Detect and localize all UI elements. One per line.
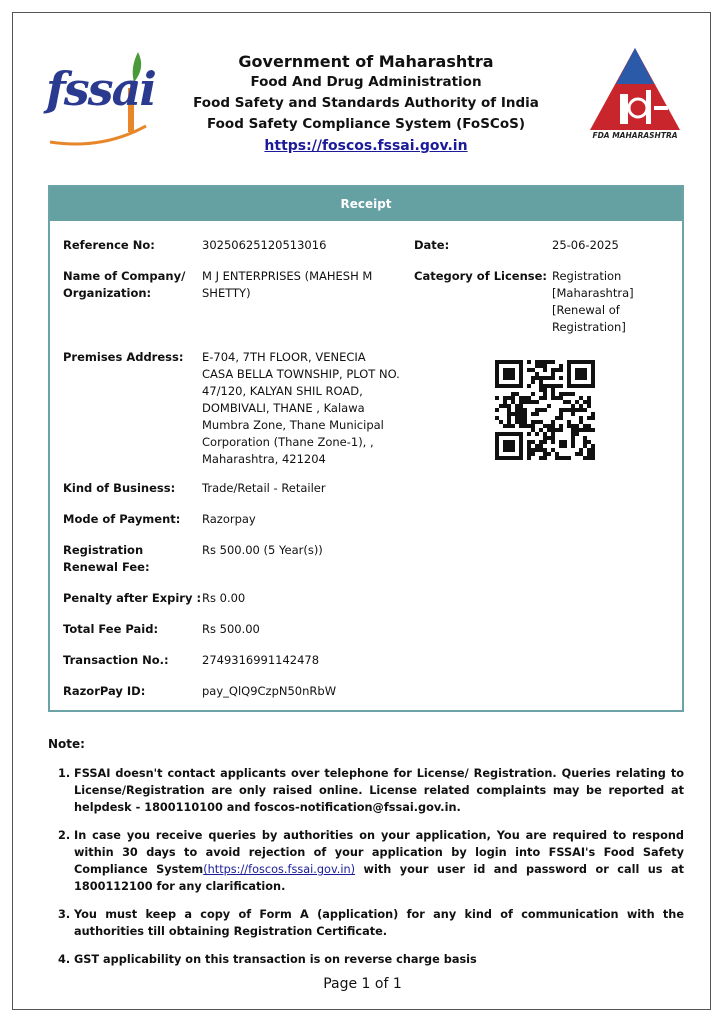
note-text: You must keep a copy of Form A (application) for any kind of communication with the authorities till obtaining Registration Certificate. xyxy=(74,908,684,938)
note-item xyxy=(58,827,684,895)
business-label: Kind of Business: xyxy=(63,481,176,495)
premises-value: E-704, 7TH FLOOR, VENECIA CASA BELLA TOWNSHIP, PLOT NO. 47/120, KALYAN SHIL ROAD, DOMBIVALI, THANE , Kalawa Mumbra Zone, Thane Municipal Corporation (Thane Zone-1), , Maharashtra, 421204 xyxy=(202,350,400,466)
note-number: 2. xyxy=(58,829,71,842)
note-item xyxy=(58,951,684,968)
razorpay-label: RazorPay ID: xyxy=(63,684,146,698)
business-value: Trade/Retail - Retailer xyxy=(202,481,326,495)
foscos-link[interactable]: (https://foscos.fssai.gov.in) xyxy=(203,863,356,876)
category-value: Registration [Maharashtra] [Renewal of Registration] xyxy=(552,269,634,334)
payment-value: Razorpay xyxy=(202,512,256,526)
total-label: Total Fee Paid: xyxy=(63,622,159,636)
note-item xyxy=(58,765,684,816)
document-header xyxy=(150,51,582,157)
penalty-value: Rs 0.00 xyxy=(202,591,246,605)
page-number: Page 1 of 1 xyxy=(323,976,402,992)
note-number: 3. xyxy=(58,908,71,921)
reference-label: Reference No: xyxy=(63,238,155,252)
fee-value: Rs 500.00 (5 Year(s)) xyxy=(202,543,323,557)
fda-maharashtra-logo xyxy=(588,46,682,144)
header-fssai: Food Safety and Standards Authority of India xyxy=(193,95,539,111)
reference-value: 30250625120513016 xyxy=(202,238,327,252)
note-number: 4. xyxy=(58,953,71,966)
date-value: 25-06-2025 xyxy=(552,238,619,252)
qr-code xyxy=(495,360,595,460)
penalty-label: Penalty after Expiry : xyxy=(63,591,202,605)
note-text: GST applicability on this transaction is on reverse charge basis xyxy=(74,953,477,966)
fda-caption: FDA MAHARASHTRA xyxy=(592,131,678,140)
receipt-title: Receipt xyxy=(50,187,682,221)
razorpay-value: pay_QlQ9CzpN50nRbW xyxy=(202,684,337,698)
note-item xyxy=(58,906,684,940)
note-text: In case you receive queries by authorities on your application, You are required to respond within 30 days to avoid rejection of your application by login into FSSAI's Food Safety Compliance System xyxy=(74,829,684,876)
fee-label: Registration Renewal Fee: xyxy=(63,543,150,574)
header-fda: Food And Drug Administration xyxy=(250,74,482,90)
transaction-label: Transaction No.: xyxy=(63,653,169,667)
note-text: with your user id and password or call us at 1800112100 for any clarification. xyxy=(74,863,685,893)
payment-label: Mode of Payment: xyxy=(63,512,181,526)
premises-label: Premises Address: xyxy=(63,350,184,364)
note-text: FSSAI doesn't contact applicants over telephone for License/ Registration. Queries relating to License/Registration are only raised online. License related complaints may be reported at helpdesk - 1800110100 and foscos-notification@fssai.gov.in. xyxy=(74,767,684,814)
note-number: 1. xyxy=(58,767,71,780)
transaction-value: 2749316991142478 xyxy=(202,653,320,667)
fda-triangle-icon xyxy=(588,46,682,132)
header-government: Government of Maharashtra xyxy=(238,52,494,71)
note-title: Note: xyxy=(48,737,85,751)
total-value: Rs 500.00 xyxy=(202,622,260,636)
notes-list xyxy=(58,765,684,979)
receipt-panel xyxy=(48,185,684,712)
header-foscos: Food Safety Compliance System (FoSCoS) xyxy=(206,116,525,132)
date-label: Date: xyxy=(414,238,450,252)
fssai-wordmark: fssai xyxy=(46,62,155,116)
header-link[interactable]: https://foscos.fssai.gov.in xyxy=(264,138,468,154)
category-label: Category of License: xyxy=(414,269,548,283)
company-label: Name of Company/ Organization: xyxy=(63,269,186,300)
fssai-logo xyxy=(42,46,155,150)
company-value: M J ENTERPRISES (MAHESH M SHETTY) xyxy=(202,269,373,300)
